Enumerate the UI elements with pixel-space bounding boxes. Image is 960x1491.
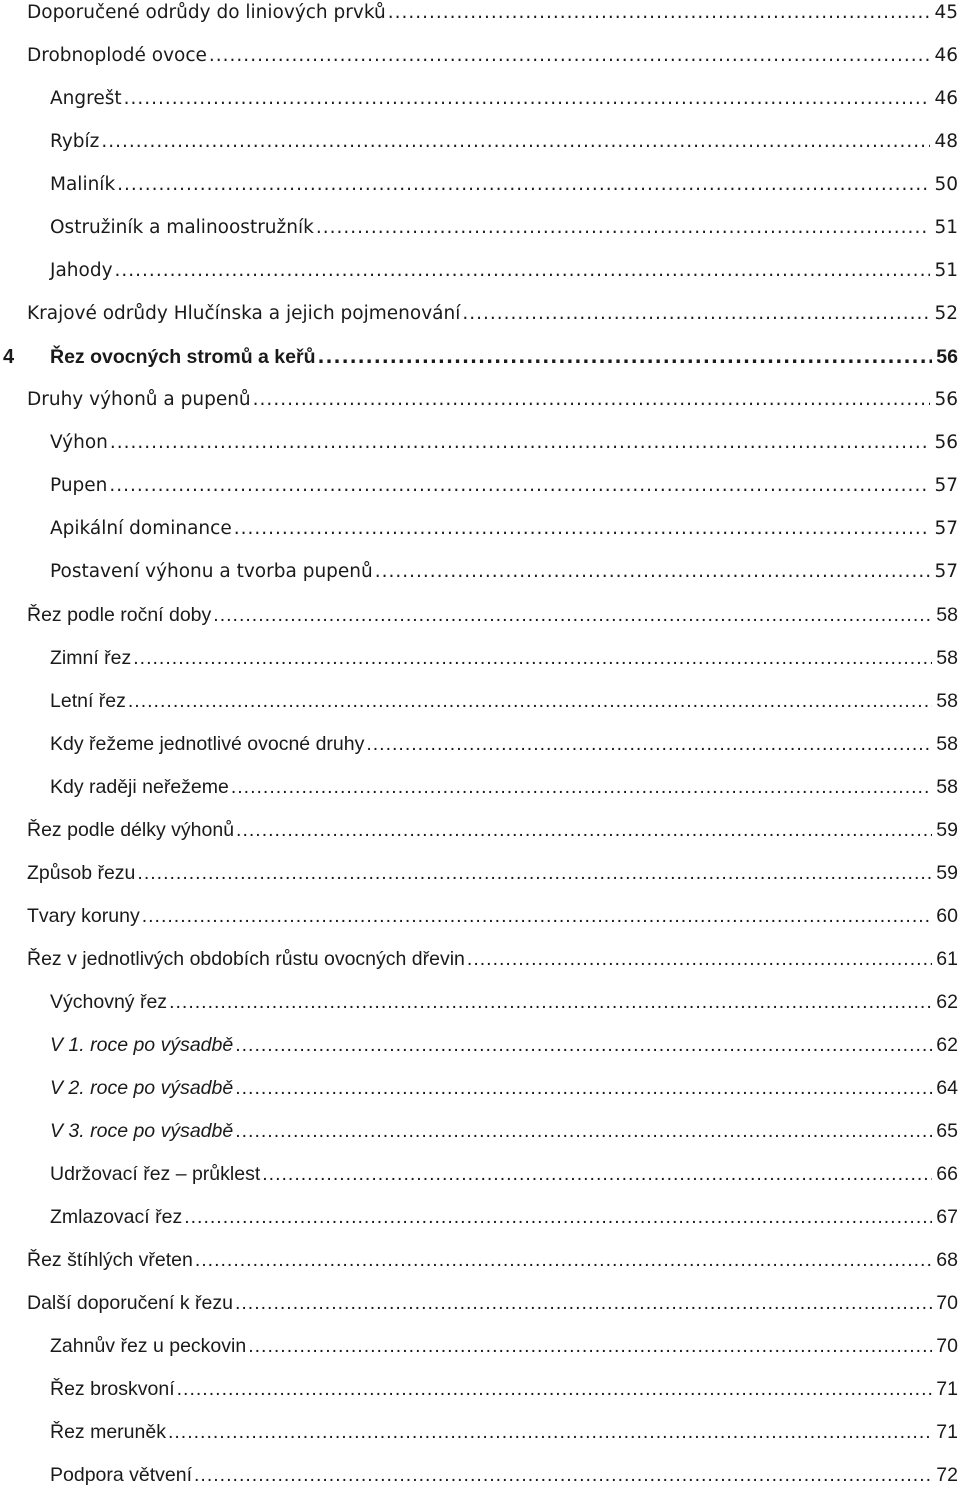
toc-entry-page: 60 [936, 905, 958, 927]
toc-entry[interactable] [0, 1331, 960, 1361]
toc-entry-page: 70 [936, 1335, 958, 1357]
toc-entry-title: Zahnův řez u peckovin [50, 1335, 247, 1357]
toc-entry[interactable] [0, 729, 960, 759]
toc-entry-title: Řez podle délky výhonů [27, 819, 235, 841]
dot-leader [124, 84, 931, 114]
toc-entry-page: 67 [936, 1206, 958, 1228]
toc-entry[interactable] [0, 213, 960, 243]
toc-entry-title: Ostružiník a malinoostružník [50, 217, 314, 238]
toc-entry[interactable] [0, 514, 960, 544]
toc-entry-page: 68 [936, 1249, 958, 1271]
toc-entry-page: 48 [934, 131, 958, 152]
toc-chapter-entry[interactable] [0, 342, 960, 372]
toc-entry-page: 59 [936, 862, 958, 884]
toc-entry-page: 58 [936, 776, 958, 798]
dot-leader [169, 987, 932, 1017]
toc-entry-title: Drobnoplodé ovoce [27, 45, 207, 66]
toc-entry[interactable] [0, 256, 960, 286]
toc-entry-title: Řez broskvoní [50, 1378, 175, 1400]
toc-entry-title: Zmlazovací řez [50, 1206, 183, 1228]
toc-entry-title: Rybíz [50, 131, 100, 152]
dot-leader [235, 1073, 932, 1103]
toc-entry-title: V 1. roce po výsadbě [50, 1034, 234, 1056]
toc-entry-page: 61 [936, 948, 958, 970]
toc-entry-page: 51 [934, 260, 958, 281]
toc-entry-page: 56 [934, 389, 958, 410]
toc-entry[interactable] [0, 600, 960, 630]
dot-leader [110, 428, 931, 458]
toc-entry-page: 72 [936, 1464, 958, 1486]
toc-entry-title: Druhy výhonů a pupenů [27, 389, 251, 410]
dot-leader [115, 256, 931, 286]
toc-entry[interactable] [0, 471, 960, 501]
dot-leader [109, 471, 930, 501]
dot-leader [462, 299, 930, 329]
dot-leader [375, 557, 931, 587]
toc-entry[interactable] [0, 1288, 960, 1318]
toc-entry[interactable] [0, 643, 960, 673]
dot-leader [209, 41, 931, 71]
toc-entry-page: 56 [934, 432, 958, 453]
toc-entry-page: 71 [936, 1421, 958, 1443]
toc-entry-title: Doporučené odrůdy do liniových prvků [27, 2, 386, 23]
toc-entry-title: Podpora větvení [50, 1464, 193, 1486]
toc-entry[interactable] [0, 1417, 960, 1447]
toc-entry-title: Zimní řez [50, 647, 132, 669]
toc-entry-page: 46 [934, 45, 958, 66]
toc-entry[interactable] [0, 127, 960, 157]
toc-entry-page: 58 [936, 733, 958, 755]
toc-entry-page: 50 [934, 174, 958, 195]
toc-entry-title: Způsob řezu [27, 862, 136, 884]
dot-leader [168, 1417, 932, 1447]
toc-entry-page: 57 [934, 518, 958, 539]
toc-entry[interactable] [0, 1116, 960, 1146]
toc-entry[interactable] [0, 772, 960, 802]
dot-leader [137, 858, 932, 888]
dot-leader [467, 944, 932, 974]
toc-entry-title: Řez meruněk [50, 1421, 166, 1443]
toc-entry[interactable] [0, 299, 960, 329]
toc-entry[interactable] [0, 385, 960, 415]
dot-leader [235, 1116, 932, 1146]
toc-entry-page: 58 [936, 647, 958, 669]
toc-entry-title: Tvary koruny [27, 905, 140, 927]
dot-leader [128, 686, 932, 716]
toc-entry-title: Jahody [50, 260, 113, 281]
toc-entry[interactable] [0, 944, 960, 974]
dot-leader [248, 1331, 932, 1361]
toc-entry-title: Letní řez [50, 690, 126, 712]
toc-entry[interactable] [0, 84, 960, 114]
dot-leader [253, 385, 931, 415]
toc-entry[interactable] [0, 0, 960, 28]
toc-entry-title: Řez v jednotlivých obdobích růstu ovocných dřevin [27, 948, 465, 970]
toc-entry[interactable] [0, 858, 960, 888]
toc-entry-page: 57 [934, 475, 958, 496]
toc-entry[interactable] [0, 170, 960, 200]
toc-entry-title: Apikální dominance [50, 518, 232, 539]
dot-leader [316, 213, 931, 243]
toc-entry-title: Krajové odrůdy Hlučínska a jejich pojmenování [27, 303, 461, 324]
toc-entry-title: V 3. roce po výsadbě [50, 1120, 234, 1142]
toc-entry[interactable] [0, 1202, 960, 1232]
dot-leader [234, 514, 931, 544]
toc-entry-page: 62 [936, 1034, 958, 1056]
toc-entry[interactable] [0, 1245, 960, 1275]
toc-entry-title: Angrešt [50, 88, 122, 109]
toc-entry-title: Další doporučení k řezu [27, 1292, 233, 1314]
toc-entry-page: 62 [936, 991, 958, 1013]
toc-entry[interactable] [0, 1159, 960, 1189]
dot-leader [366, 729, 932, 759]
dot-leader [213, 600, 932, 630]
toc-entry-page: 70 [936, 1292, 958, 1314]
toc-entry-page: 57 [934, 561, 958, 582]
chapter-number: 4 [3, 346, 15, 368]
toc-entry[interactable] [0, 901, 960, 931]
toc-entry[interactable] [0, 1374, 960, 1404]
dot-leader [231, 772, 932, 802]
toc-entry-page: 52 [934, 303, 958, 324]
dot-leader [184, 1202, 932, 1232]
dot-leader [101, 127, 930, 157]
toc-entry-title: Pupen [50, 475, 108, 496]
toc-entry[interactable] [0, 686, 960, 716]
dot-leader [133, 643, 932, 673]
toc-entry-title: Řez ovocných stromů a keřů [50, 346, 316, 368]
toc-entry-title: Výchovný řez [50, 991, 168, 1013]
toc-entry-title: V 2. roce po výsadbě [50, 1077, 234, 1099]
toc-entry-page: 46 [934, 88, 958, 109]
toc-entry-page: 56 [936, 346, 958, 368]
toc-entry-page: 58 [936, 690, 958, 712]
toc-entry-page: 59 [936, 819, 958, 841]
dot-leader [235, 1288, 932, 1318]
toc-entry-page: 45 [934, 2, 958, 23]
toc-entry[interactable] [0, 557, 960, 587]
toc-entry[interactable] [0, 1073, 960, 1103]
toc-entry[interactable] [0, 41, 960, 71]
dot-leader [318, 343, 933, 372]
toc-entry-title: Udržovací řez – průklest [50, 1163, 261, 1185]
toc-entry-page: 64 [936, 1077, 958, 1099]
dot-leader [236, 815, 932, 845]
dot-leader [388, 0, 931, 28]
toc-entry[interactable] [0, 815, 960, 845]
toc-entry-page: 66 [936, 1163, 958, 1185]
toc-entry[interactable] [0, 987, 960, 1017]
toc-entry-title: Maliník [50, 174, 116, 195]
dot-leader [235, 1030, 932, 1060]
toc-entry-title: Postavení výhonu a tvorba pupenů [50, 561, 373, 582]
toc-entry-page: 51 [934, 217, 958, 238]
toc-entry-title: Kdy řežeme jednotlivé ovocné druhy [50, 733, 365, 755]
toc-entry-title: Řez štíhlých vřeten [27, 1249, 193, 1271]
toc-entry-title: Výhon [50, 432, 108, 453]
dot-leader [142, 901, 933, 931]
toc-entry[interactable] [0, 428, 960, 458]
dot-leader [177, 1374, 933, 1404]
dot-leader [117, 170, 930, 200]
toc-entry-page: 71 [936, 1378, 958, 1400]
toc-entry-title: Řez podle roční doby [27, 604, 212, 626]
toc-entry[interactable] [0, 1460, 960, 1490]
dot-leader [262, 1159, 932, 1189]
dot-leader [194, 1460, 932, 1490]
toc-entry-page: 58 [936, 604, 958, 626]
dot-leader [195, 1245, 932, 1275]
toc-entry[interactable] [0, 1030, 960, 1060]
toc-entry-title: Kdy raději neřežeme [50, 776, 229, 798]
toc-entry-page: 65 [936, 1120, 958, 1142]
